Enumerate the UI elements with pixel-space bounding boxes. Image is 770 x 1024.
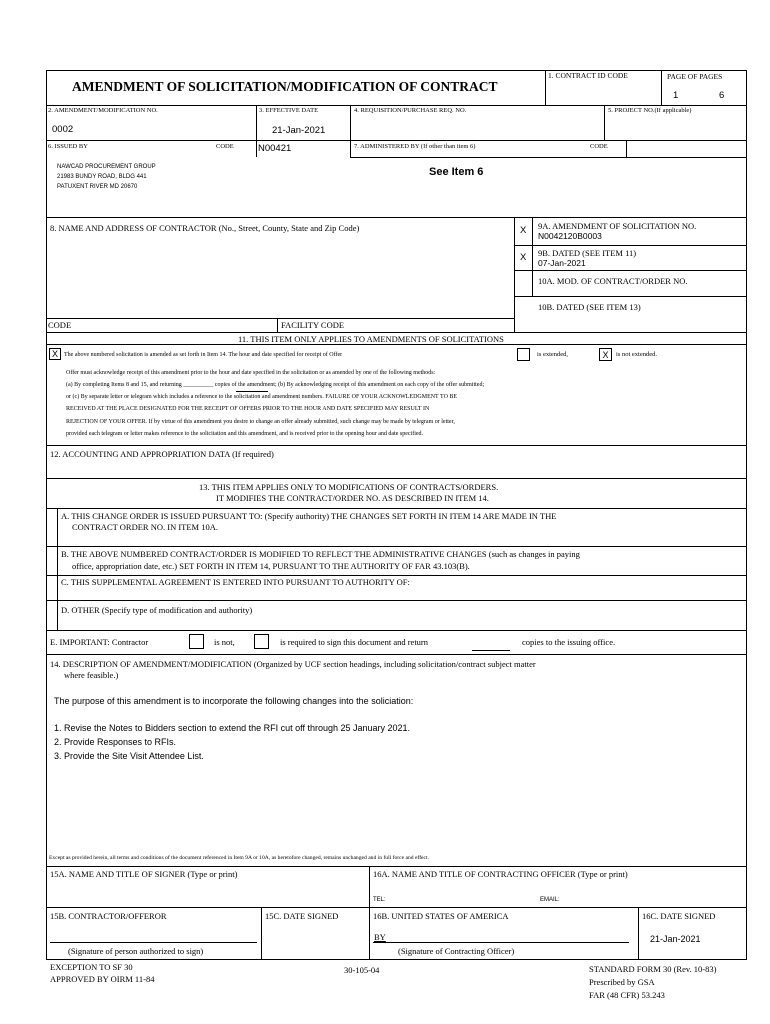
total-pages: 6: [719, 90, 725, 101]
is-required-checkbox[interactable]: [254, 634, 269, 649]
item-9b-value: 07-Jan-2021: [538, 258, 586, 268]
item-9a-label: 9A. AMENDMENT OF SOLICITATION NO.: [538, 221, 697, 231]
signature-person-caption: (Signature of person authorized to sign): [68, 946, 204, 956]
issuer-address-line: 21983 BUNDY ROAD, BLDG 441: [57, 174, 147, 180]
by-label: BY: [374, 932, 386, 942]
extended-label: is extended,: [537, 351, 569, 358]
amended-checkbox[interactable]: X: [49, 348, 61, 360]
issuer-address-line: PATUXENT RIVER MD 20670: [57, 184, 138, 190]
issued-by-code-label: CODE: [216, 143, 234, 150]
tel-label: TEL:: [373, 897, 386, 903]
item-13b-text: B. THE ABOVE NUMBERED CONTRACT/ORDER IS MODIFIED TO REFLECT THE ADMINISTRATIVE CHANGES (such as changes in paying: [61, 549, 580, 559]
item-13c-text: C. THIS SUPPLEMENTAL AGREEMENT IS ENTERED INTO PURSUANT TO AUTHORITY OF:: [61, 577, 410, 587]
facility-code-label: FACILITY CODE: [281, 320, 345, 330]
prescribed-text: Prescribed by GSA: [589, 977, 655, 987]
important-label: E. IMPORTANT: Contractor: [50, 637, 149, 647]
page-number: 1: [673, 90, 679, 101]
contract-id-code-label: 1. CONTRACT ID CODE: [548, 71, 628, 80]
contractor-name-address-label: 8. NAME AND ADDRESS OF CONTRACTOR (No., Street, County, State and Zip Code): [50, 223, 360, 233]
is-not-checkbox[interactable]: [189, 634, 204, 649]
see-item-text: See Item 6: [429, 166, 484, 178]
item-13a-text: A. THIS CHANGE ORDER IS ISSUED PURSUANT TO: (Specify authority) THE CHANGES SET FORTH IN ITEM 14 ARE MADE IN THE: [61, 511, 557, 521]
copies-label: copies to the issuing office.: [522, 637, 616, 647]
item-15b-label: 15B. CONTRACTOR/OFFEROR: [50, 911, 167, 921]
item-9b-label: 9B. DATED (SEE ITEM 11): [538, 248, 637, 258]
item-11-instruction: Offer must acknowledge receipt of this amendment prior to the hour and date specified in the solicitation or as amended by one of the following methods:: [66, 370, 436, 376]
item-13d-text: D. OTHER (Specify type of modification and authority): [61, 605, 253, 615]
effective-date-label: 3. EFFECTIVE DATE: [259, 107, 319, 114]
signature-officer-caption: (Signature of Contracting Officer): [398, 946, 515, 956]
requisition-label: 4. REQUISITION/PURCHASE REQ. NO.: [354, 107, 467, 114]
item-10b-label: 10B. DATED (SEE ITEM 13): [538, 302, 641, 312]
is-not-label: is not,: [214, 637, 235, 647]
item-16c-label: 16C. DATE SIGNED: [642, 911, 716, 921]
issuer-address-line: NAWCAD PROCUREMENT GROUP: [57, 164, 156, 170]
purpose-text: The purpose of this amendment is to incorporate the following changes into the soliciation:: [54, 696, 414, 706]
project-no-label: 5. PROJECT NO.(If applicable): [608, 107, 692, 114]
amendment-no-label: 2. AMENDMENT/MODIFICATION NO.: [48, 107, 158, 114]
item-13-subheading: IT MODIFIES THE CONTRACT/ORDER NO. AS DESCRIBED IN ITEM 14.: [216, 493, 489, 503]
item-11-instruction: REJECTION OF YOUR OFFER. If by virtue of this amendment you desire to change an offer already submitted, such change may be made by telegram or letter,: [66, 419, 455, 425]
item-13-heading: 13. THIS ITEM APPLIES ONLY TO MODIFICATIONS OF CONTRACTS/ORDERS.: [199, 482, 499, 492]
not-extended-label: is not extended.: [616, 351, 657, 358]
item-13a-text-cont: CONTRACT ORDER NO. IN ITEM 10A.: [72, 522, 218, 532]
item-15a-label: 15A. NAME AND TITLE OF SIGNER (Type or print): [50, 869, 238, 879]
change-item: 1. Revise the Notes to Bidders section to extend the RFI cut off through 25 January 2021.: [54, 723, 411, 733]
administered-code-label: CODE: [590, 143, 608, 150]
item-16a-label: 16A. NAME AND TITLE OF CONTRACTING OFFICER (Type or print): [373, 869, 628, 879]
item-16b-label: 16B. UNITED STATES OF AMERICA: [373, 911, 509, 921]
item-9a-value: N0042120B0003: [538, 231, 602, 241]
change-item: 2. Provide Responses to RFIs.: [54, 737, 177, 747]
item-14-label-cont: where feasible.): [64, 670, 119, 680]
item-15c-label: 15C. DATE SIGNED: [265, 911, 339, 921]
standard-form-text: STANDARD FORM 30 (Rev. 10-83): [589, 964, 717, 974]
item-11-instruction: or (c) By separate letter or telegram which includes a reference to the solicitation and amendment numbers. FAILURE OF YOUR ACKNOWLEDGMENT TO BE: [66, 394, 458, 400]
item-9b-check: X: [520, 252, 527, 263]
date-signed-16c: 21-Jan-2021: [650, 934, 701, 944]
effective-date-value: 21-Jan-2021: [272, 125, 326, 136]
form-number: 30-105-04: [344, 965, 380, 975]
issued-by-label: 6. ISSUED BY: [48, 143, 88, 150]
item-13b-text-cont: office, appropriation date, etc.) SET FORTH IN ITEM 14, PURSUANT TO THE AUTHORITY OF FAR 43.103(B).: [72, 561, 470, 571]
item-11-heading: 11. THIS ITEM ONLY APPLIES TO AMENDMENTS OF SOLICITATIONS: [238, 334, 504, 344]
amendment-no-value: 0002: [52, 124, 74, 135]
email-label: EMAIL:: [540, 897, 560, 903]
exception-text: EXCEPTION TO SF 30: [50, 962, 133, 972]
change-item: 3. Provide the Site Visit Attendee List.: [54, 751, 204, 761]
administered-by-label: 7. ADMINISTERED BY (If other than item 6): [354, 143, 476, 150]
item-11-amended-text: The above numbered solicitation is amended as set forth in Item 14. The hour and date specified for receipt of Offer: [64, 352, 343, 358]
item-11-instruction: RECEIVED AT THE PLACE DESIGNATED FOR THE RECEIPT OF OFFERS PRIOR TO THE HOUR AND DATE SPECIFIED MAY RESULT IN: [66, 406, 430, 412]
item-10a-label: 10A. MOD. OF CONTRACT/ORDER NO.: [538, 276, 688, 286]
extended-checkbox[interactable]: [517, 348, 530, 361]
item-12-label: 12. ACCOUNTING AND APPROPRIATION DATA (If required): [50, 449, 274, 459]
not-extended-checkbox[interactable]: X: [599, 348, 612, 361]
item-14-label: 14. DESCRIPTION OF AMENDMENT/MODIFICATION (Organized by UCF section headings, including solicitation/contract subject matter: [50, 659, 536, 669]
is-required-label: is required to sign this document and return: [280, 637, 429, 647]
contractor-code-label: CODE: [48, 320, 72, 330]
approved-text: APPROVED BY OIRM 11-84: [50, 974, 155, 984]
form-title: AMENDMENT OF SOLICITATION/MODIFICATION OF CONTRACT: [72, 79, 498, 94]
issued-by-code-value: N00421: [258, 143, 292, 154]
page-of-pages-label: PAGE OF PAGES: [667, 72, 723, 81]
item-9a-check: X: [520, 225, 527, 236]
except-text: Except as provided herein, all terms and conditions of the document referenced in Item 9A or 10A, as heretofore changed, remains unchanged and in full force and effect.: [49, 855, 429, 861]
far-text: FAR (48 CFR) 53.243: [589, 990, 665, 1000]
item-11-instruction: (a) By completing Items 8 and 15, and returning __________ copies of the amendment; (b) By acknowledging receipt of this amendment on each copy of the offer submitted;: [66, 382, 485, 388]
item-11-instruction: provided each telegram or letter makes reference to the solicitation and this amendment, and is received prior to the opening hour and date specified.: [66, 431, 424, 437]
